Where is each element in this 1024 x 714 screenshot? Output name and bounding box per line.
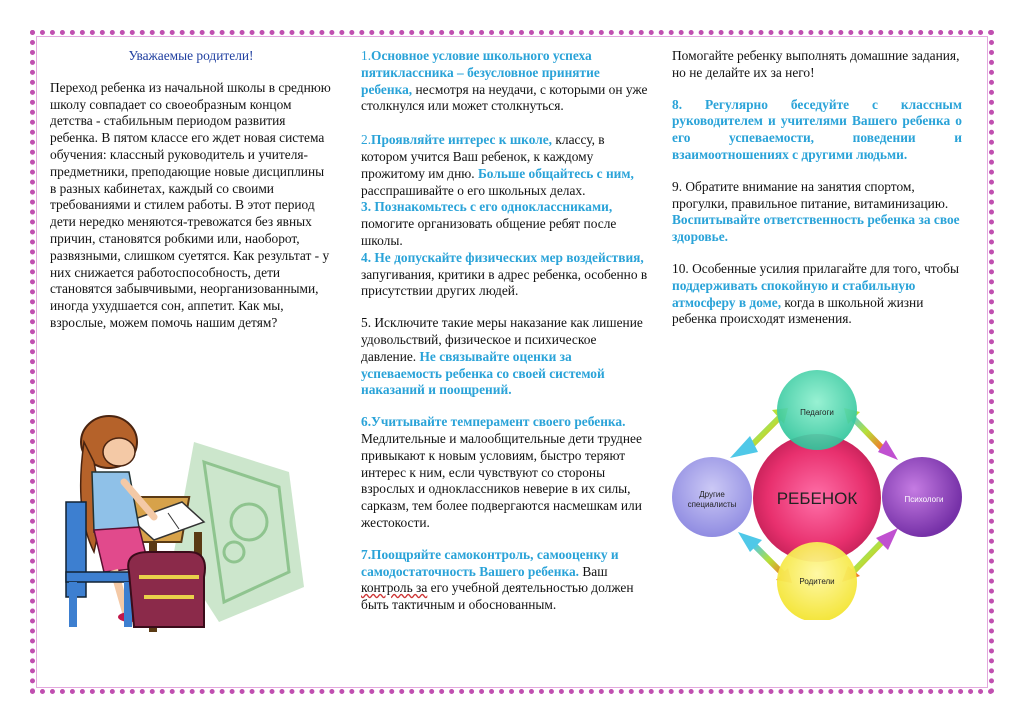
tip-10 [672,261,962,328]
girl-reading-illustration [54,402,304,642]
tip-8 [672,97,962,164]
tip-4 [361,250,648,300]
intro-paragraph: Переход ребенка из начальной школы в среднюю школу совпадает со своеобразным концом детства - стабильным периодом развития ребенка. В пятом классе его ждет новая система обучения: классный руководитель и учителя-предметники, преподающие новые дисциплины в разных кабинетах, каждый со своими требованиями и стилем работы. В этот период дети нередко меняются-тревожатся без явных причин, становятся робкими или, наоборот, развязными, слишком суетятся. Как результат - у них снижается работоспособность, дети становятся забывчивыми, неорганизованными, иногда ухудшается сон, аппетит. Как мы, взрослые, можем помочь нашим детям? [50,79,331,330]
tip-1 [361,48,648,115]
tip-7-bold: 7.Поощряйте самоконтроль, самооценку и самодостаточность Вашего ребенка. [361,546,619,579]
tip-10-text-2: когда в школьной жизни ребенка происходят изменения. [672,294,924,327]
tip-9-bold: Воспитывайте ответственность ребенка за свое здоровье. [672,212,960,245]
tip-3-bold: 3. Познакомьтесь с его одноклассниками, [361,199,613,215]
tip-9-text: 9. Обратите внимание на занятия спортом, прогулки, правильное питание, витаминизацию. [672,178,949,211]
top-label: Педагоги [800,408,834,417]
tip-9 [672,179,962,246]
tip-2-bold-2: Больше общайтесь с ним, [477,165,634,181]
homework-note: Помогайте ребенку выполнять домашние задания, но не делайте их за него! [672,48,960,80]
left-label-line2: специалисты [687,500,737,509]
column-middle [361,48,648,629]
tip-7-text-2: его учебной деятельностью должен быть тактичным и обоснованным. [361,580,634,613]
tip-10-bold: поддерживать спокойную и стабильную атмосферу в доме, [672,277,916,310]
tip-3-text: помогите организовать общение ребят после школы. [361,216,617,248]
bottom-label: Родители [799,577,835,586]
tip-2 [361,132,648,199]
tip-1-bold: Основное условие школьного успеха пятиклассника – безусловное принятие ребенка, [361,48,600,97]
tip-5-bold: Не связывайте оценки за успеваемость ребенка со своей системой наказаний и поощрений. [361,348,605,398]
tip-2-bold: Проявляйте интерес к школе, [371,132,553,148]
tip-2-number: 2. [361,132,372,148]
left-label-line1: Другие [699,490,725,499]
tip-2-text: классу, в котором учится Ваш ребенок, к каждому прожитому им дню. [361,132,605,181]
tip-7-underlined: контроль за [361,580,428,596]
tip-5 [361,315,648,399]
tip-6-text: Медлительные и малообщительные дети труднее привыкают к новым условиям, быстро теряют интерес к ним, если чувствуют со стороны взрослых и одноклассников неверие в их силы, сарказм, тем более подвергаются насмешкам или жестокости. [361,430,642,530]
tip-4-bold: 4. Не допускайте физических мер воздействия, [361,249,644,265]
center-label: РЕБЕНОК [776,489,858,508]
tip-4-text: запугивания, критики в адрес ребенка, особенно в присутствии других людей. [361,266,648,299]
tip-7-text: Ваш [579,563,608,579]
right-label: Психологи [904,495,944,504]
column-right [672,48,962,343]
tip-5-text: 5. Исключите такие меры наказание как лишение удовольствий, физическое и психическое давление. [361,315,643,364]
tip-1-text: несмотря на неудачи, с которыми он уже столкнулся или может столкнуться. [361,81,648,114]
tip-6-bold: 6.Учитывайте темперамент своего ребенка. [361,414,626,430]
tip-2-text-2: расспрашивайте о его школьных делах. [361,182,586,198]
tip-6 [361,414,648,532]
child-support-diagram [672,370,962,620]
tip-10-text: 10. Особенные усилия прилагайте для того, чтобы [672,260,959,276]
tip-7 [361,547,648,614]
column-left [50,48,332,347]
tip-1-number: 1. [361,48,372,63]
greeting-title: Уважаемые родители! [128,48,254,63]
tip-8-bold: 8. Регулярно беседуйте с классным руководителем и учителями Вашего ребенка о его успеваемости, поведении и взаимоотношениях с другими людьми. [672,96,962,162]
tip-3 [361,199,648,249]
